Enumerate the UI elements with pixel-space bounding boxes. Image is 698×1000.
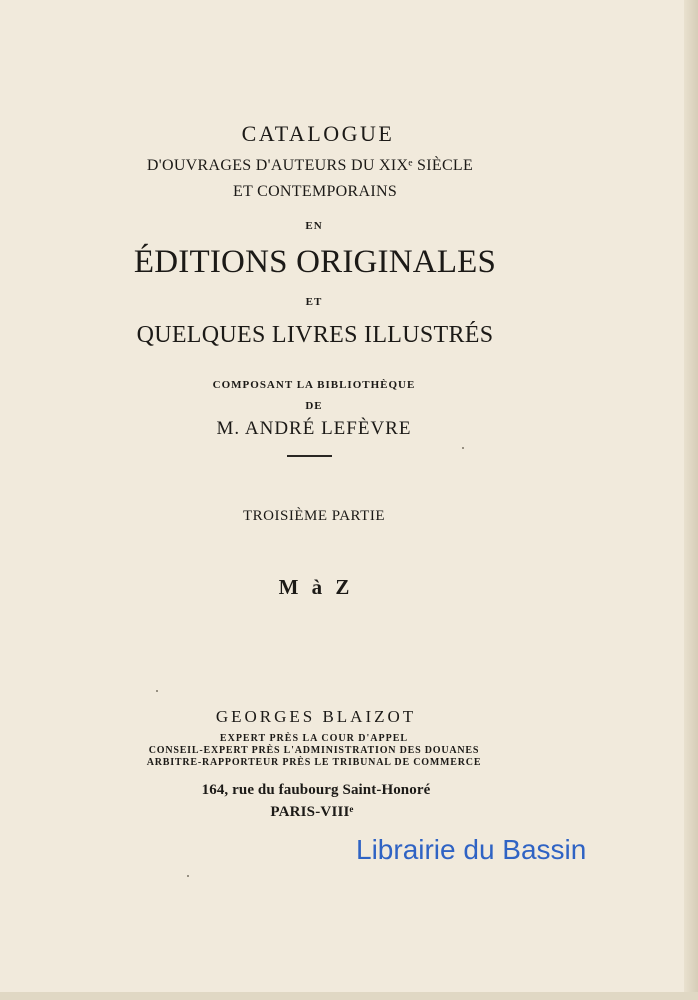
secondary-title: QUELQUES LIVRES ILLUSTRÉS [136,322,494,348]
part-label: TROISIÈME PARTIE [243,508,385,524]
connector-en: EN [305,220,323,232]
publisher-city: PARIS-VIIIᵉ [270,804,354,820]
catalogue-subtitle-line2: ET CONTEMPORAINS [232,183,398,200]
publisher-address: 164, rue du faubourg Saint-Honoré [201,782,431,798]
title-divider [287,455,332,457]
paper-speck [156,690,158,692]
catalogue-title: CATALOGUE [241,121,395,146]
publisher-line2: CONSEIL-EXPERT PRÈS L'ADMINISTRATION DES DOUANES [148,745,480,756]
catalogue-subtitle-line1: D'OUVRAGES D'AUTEURS DU XIXᵉ SIÈCLE [146,157,474,174]
paper-speck [462,447,464,449]
main-title: ÉDITIONS ORIGINALES [133,244,497,280]
connector-de: DE [305,400,323,412]
composant-line: COMPOSANT LA BIBLIOTHÈQUE [212,379,416,391]
page-edge [684,0,698,1000]
owner-name: M. ANDRÉ LEFÈVRE [216,418,412,439]
page-edge-bottom [0,992,698,1000]
publisher-line1: EXPERT PRÈS LA COUR D'APPEL [219,733,409,744]
letter-range: M à Z [278,575,354,599]
connector-et: ET [305,296,323,308]
watermark-text: Librairie du Bassin [356,834,587,865]
publisher-name: GEORGES BLAIZOT [215,707,417,726]
publisher-line3: ARBITRE-RAPPORTEUR PRÈS LE TRIBUNAL DE COMMERCE [146,757,482,768]
paper-speck [187,875,189,877]
